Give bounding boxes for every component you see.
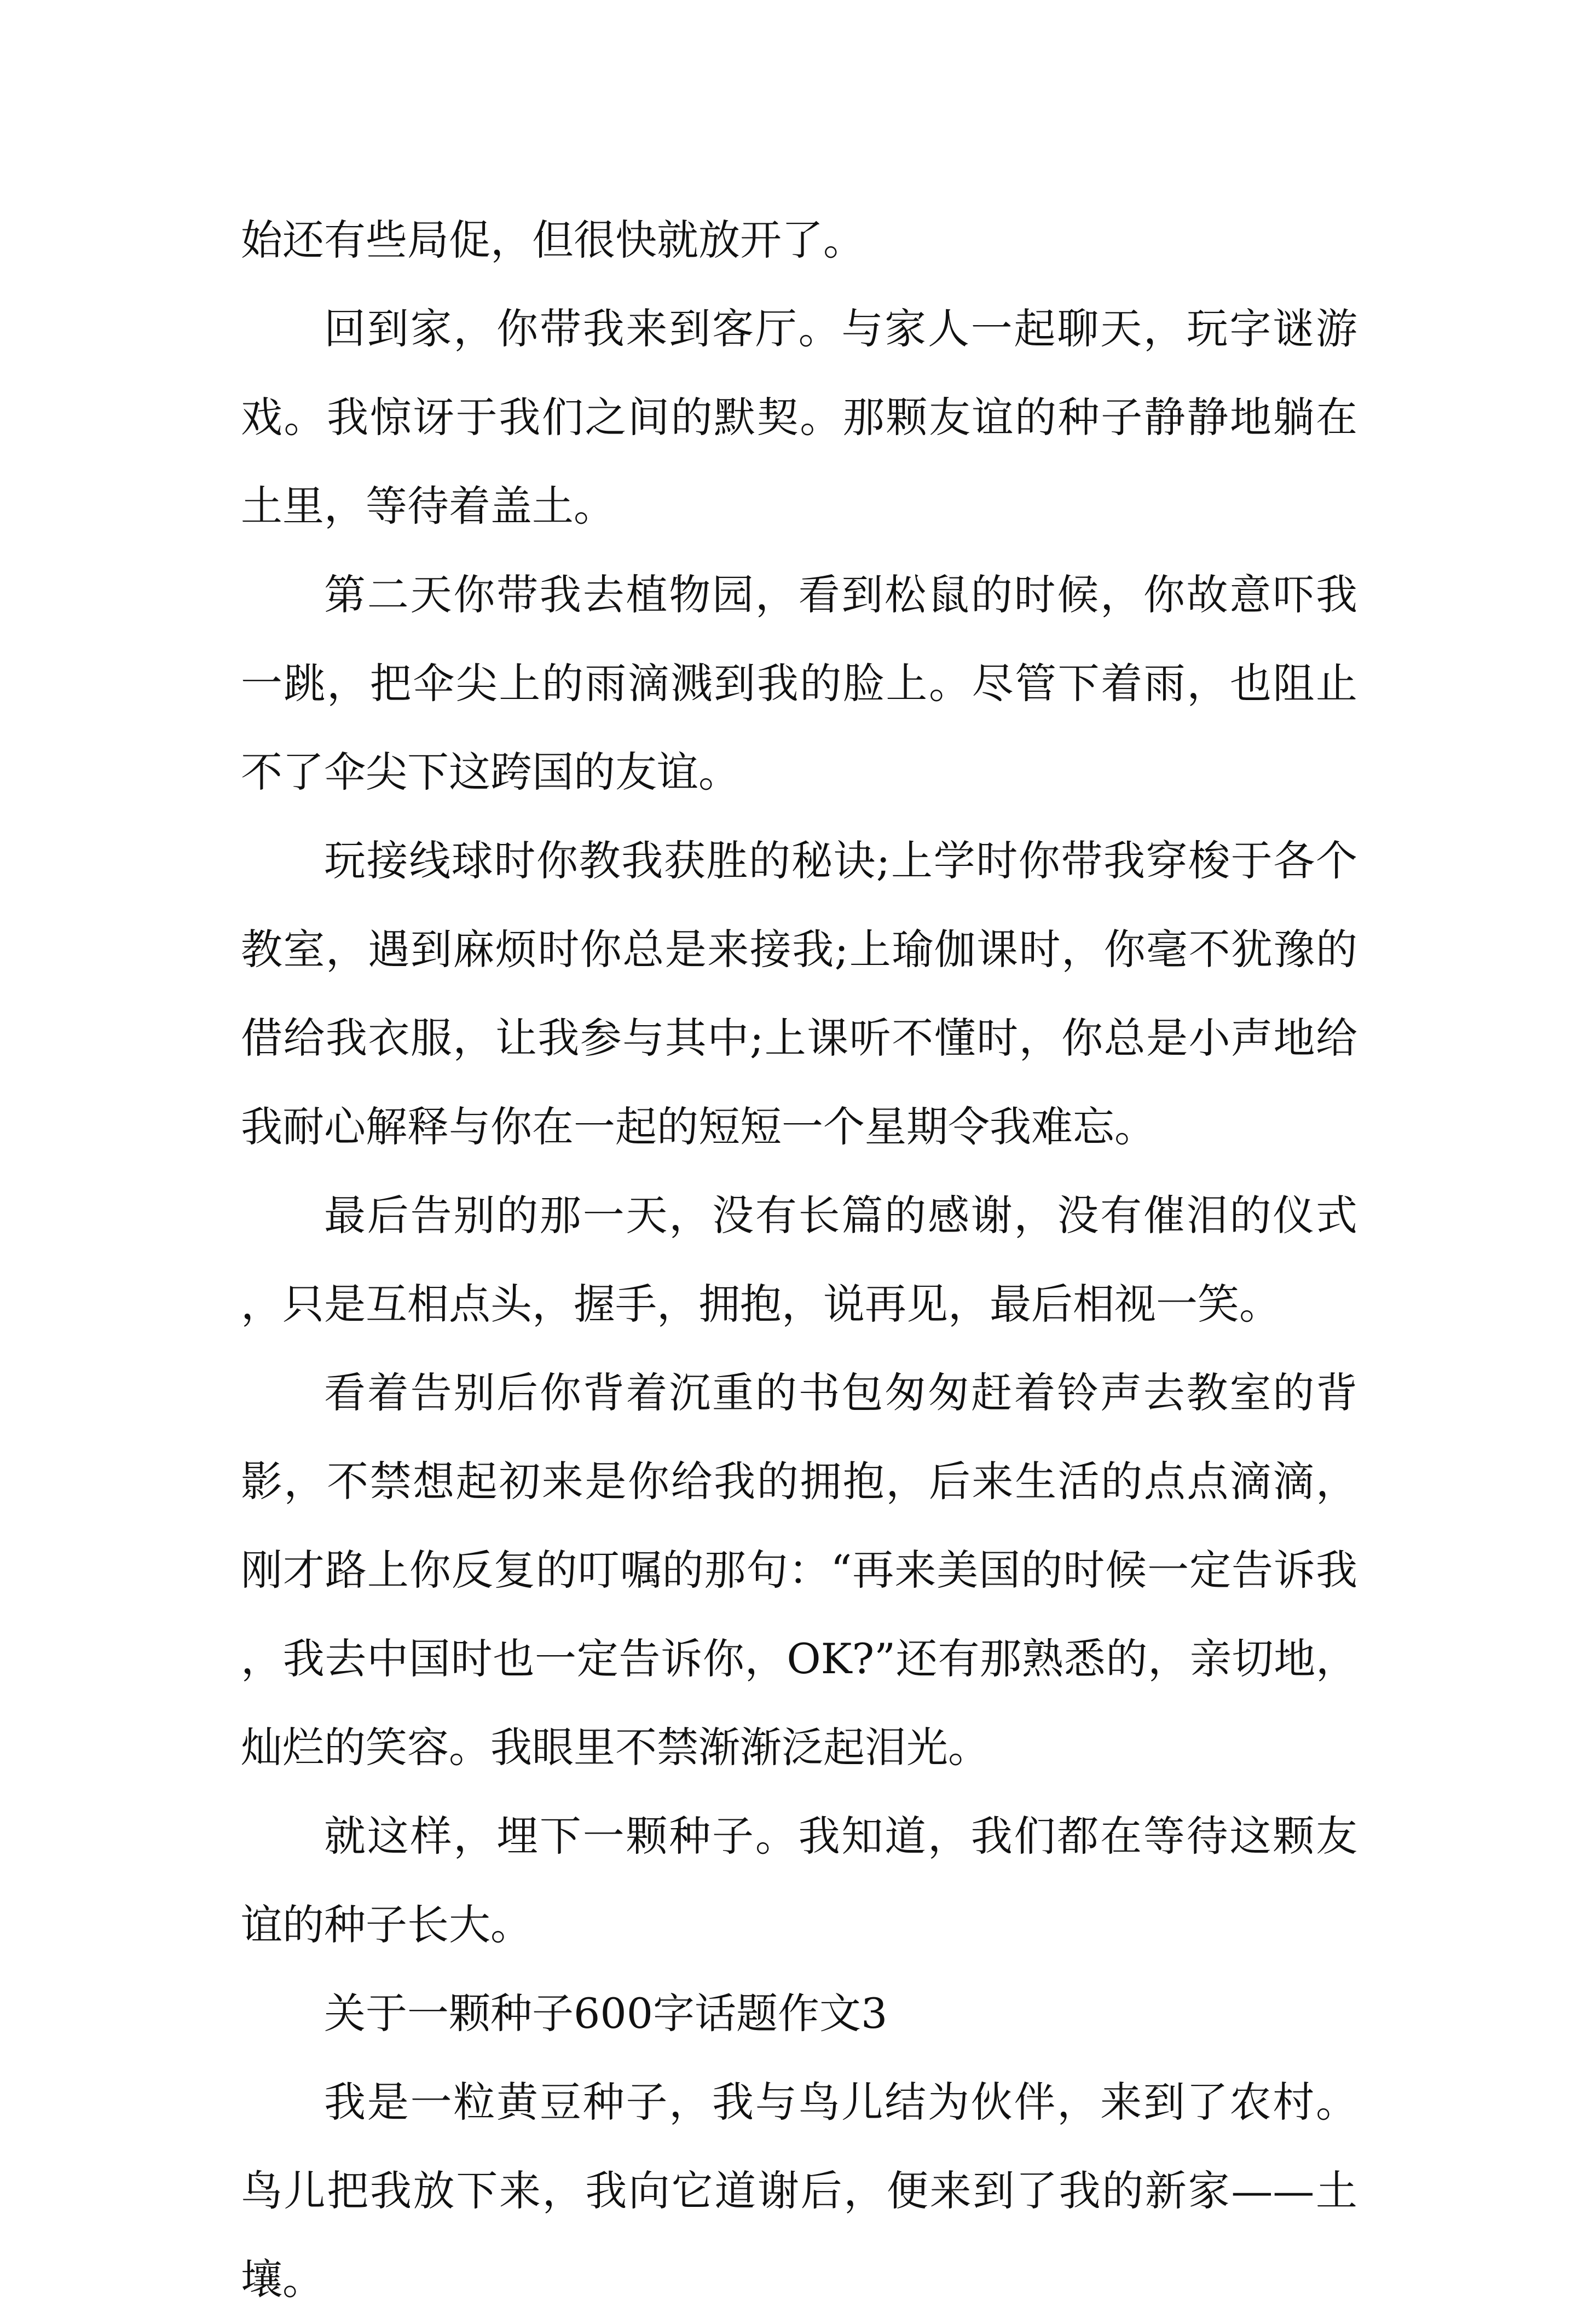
paragraph-4: 玩接线球时你教我获胜的秘诀;上学时你带我穿梭于各个教室，遇到麻烦时你总是来接我;上瑜伽课时，你毫不犹豫的借给我衣服，让我参与其中;上课听不懂时，你总是小声地给我耐心解释与你在一起的短短一个星期令我难忘。 bbox=[241, 836, 1357, 1151]
paragraph-1: 始还有些局促，但很快就放开了。 bbox=[241, 216, 865, 264]
document-body bbox=[241, 196, 1357, 2324]
paragraph-3: 第二天你带我去植物园，看到松鼠的时候，你故意吓我一跳，把伞尖上的雨滴溅到我的脸上。尽管下着雨，也阻止不了伞尖下这跨国的友谊。 bbox=[241, 570, 1357, 796]
paragraph-2: 回到家，你带我来到客厅。与家人一起聊天，玩字谜游戏。我惊讶于我们之间的默契。那颗友谊的种子静静地躺在土里，等待着盖土。 bbox=[241, 304, 1357, 530]
paragraph-6: 看着告别后你背着沉重的书包匆匆赶着铃声去教室的背影，不禁想起初来是你给我的拥抱，后来生活的点点滴滴，刚才路上你反复的叮嘱的那句：“再来美国的时候一定告诉我，我去中国时也一定告诉你，OK?”还有那熟悉的，亲切地，灿烂的笑容。我眼里不禁渐渐泛起泪光。 bbox=[241, 1368, 1357, 1772]
paragraph-5: 最后告别的那一天，没有长篇的感谢，没有催泪的仪式，只是互相点头，握手，拥抱，说再见，最后相视一笑。 bbox=[241, 1191, 1357, 1328]
paragraph-7: 就这样，埋下一颗种子。我知道，我们都在等待这颗友谊的种子长大。 bbox=[241, 1812, 1357, 1949]
section-heading: 关于一颗种子600字话题作文3 bbox=[324, 1989, 888, 2038]
paragraph-8: 我是一粒黄豆种子，我与鸟儿结为伙伴，来到了农村。鸟儿把我放下来，我向它道谢后，便来到了我的新家——土壤。 bbox=[241, 2078, 1357, 2304]
